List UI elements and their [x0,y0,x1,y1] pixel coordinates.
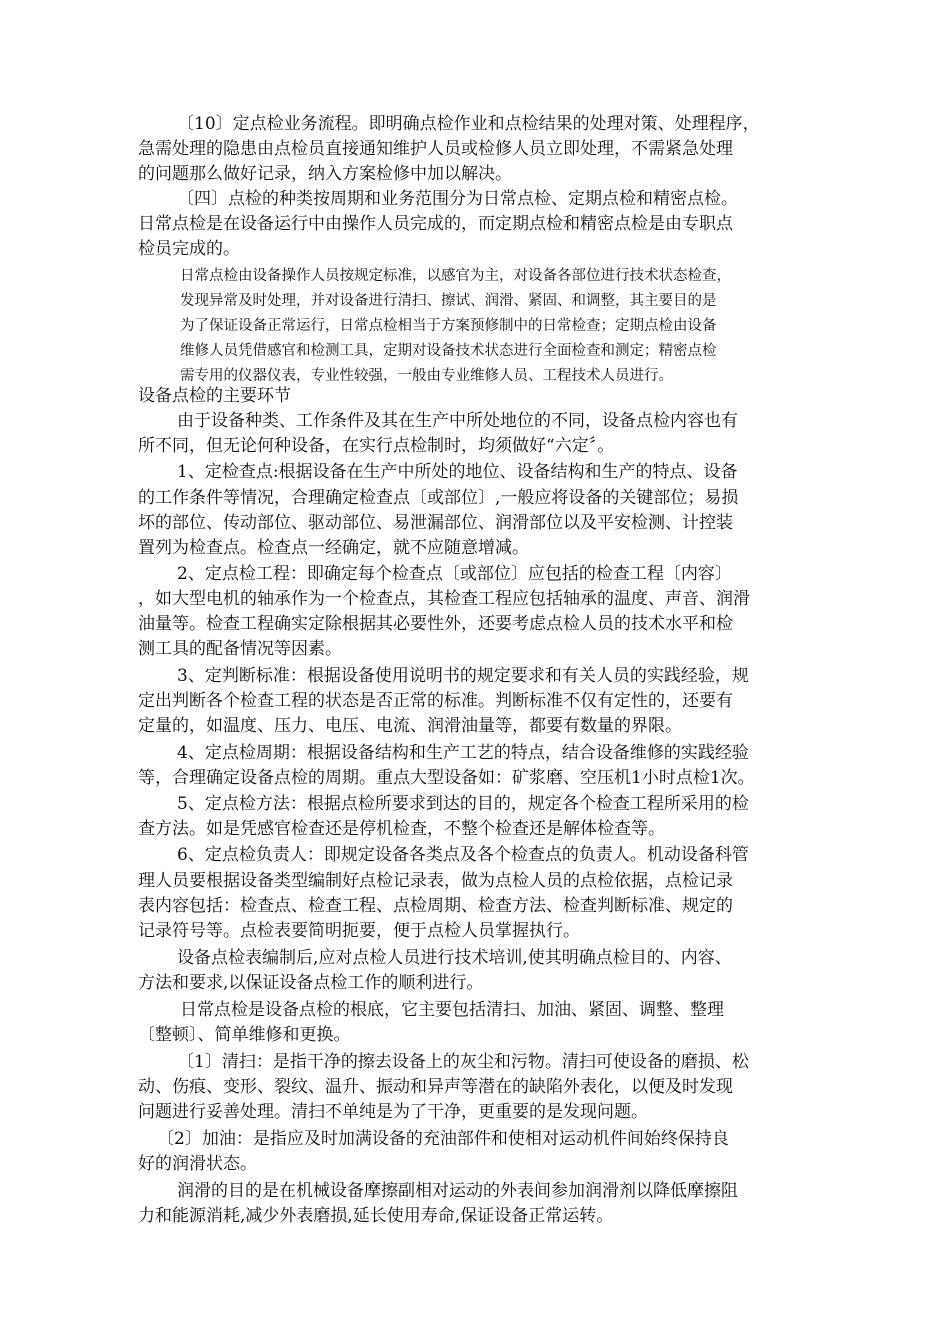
text-line: 维修人员凭借感官和检测工具，定期对设备技术状态进行全面检查和测定；精密点检 [180,343,717,359]
text-line: 好的润滑状态。 [138,1154,257,1174]
text-line: 6、定点检负责人：即规定设备各类点及各个检查点的负责人。机动设备科管 [177,845,749,865]
text-line: 〔10〕定点检业务流程。即明确点检作业和点检结果的处理对策、处理程序， [177,114,760,134]
text-line: 日常点检是在设备运行中由操作人员完成的，而定期点检和精密点检是由专职点 [138,214,733,234]
section-heading: 设备点检的主要环节 [138,386,291,406]
text-line: 的工作条件等情况，合理确定检查点〔或部位〕,一般应将设备的关键部位；易损 [138,488,739,508]
text-line: 急需处理的隐患由点检员直接通知维护人员或检修人员立即处理，不需紧急处理 [138,139,733,159]
text-line: 坏的部位、传动部位、驱动部位、易泄漏部位、润滑部位以及平安检测、计控装 [138,513,733,533]
text-line: 4、定点检周期：根据设备结构和生产工艺的特点，结合设备维修的实践经验 [177,743,749,763]
text-line: 力和能源消耗,减少外表磨损,延长使用寿命,保证设备正常运转。 [138,1206,614,1226]
text-line: 问题进行妥善处理。清扫不单纯是为了干净，更重要的是发现问题。 [138,1102,648,1122]
text-line: 设备点检表编制后,应对点检人员进行技术培训,使其明确点检目的、内容、 [177,948,732,968]
text-line: 〔1〕清扫：是指干净的擦去设备上的灰尘和污物。清扫可使设备的磨损、松 [177,1052,749,1072]
text-line: 表内容包括：检查点、检查工程、点检周期、检查方法、检查判断标准、规定的 [138,896,733,916]
text-line: 〔2〕加油：是指应及时加满设备的充油部件和使相对运动机件间始终保持良 [157,1129,729,1149]
text-line: 润滑的目的是在机械设备摩擦副相对运动的外表间参加润滑剂以降低摩擦阻 [177,1181,738,1201]
text-line: 需专用的仪器仪表，专业性较强，一般由专业维修人员、工程技术人员进行。 [180,368,673,384]
text-line: 〔整顿〕、简单维修和更换。 [138,1025,351,1045]
text-line: 方法和要求,以保证设备点检工作的顺利进行。 [138,973,484,993]
text-line: 日常点检是设备点检的根底，它主要包括清扫、加油、紧固、调整、整理 [180,1000,724,1020]
text-line: 由于设备种类、工作条件及其在生产中所处地位的不同，设备点检内容也有 [177,411,738,431]
text-line: 置列为检查点。检查点一经确定，就不应随意增减。 [138,538,529,558]
text-line: 检员完成的。 [138,239,240,259]
text-line: 油量等。检查工程确实定除根据其必要性外，还要考虑点检人员的技术水平和检 [138,614,733,634]
text-line: 等，合理确定设备点检的周期。重点大型设备如：矿浆磨、空压机1小时点检1次。 [138,768,755,788]
text-line: 3、定判断标准：根据设备使用说明书的规定要求和有关人员的实践经验，规 [177,666,749,686]
text-line: 定出判断各个检查工程的状态是否正常的标准。判断标准不仅有定性的，还要有 [138,691,733,711]
text-line: 所不同，但无论何种设备，在实行点检制时，均须做好“六定〞。 [138,436,615,456]
text-line: 2、定点检工程：即确定每个检查点〔或部位〕应包括的检查工程〔内容〕 [177,564,732,584]
text-line: 发现异常及时处理，并对设备进行清扫、擦试、润滑、紧固、和调整，其主要目的是 [180,293,717,309]
text-line: ，如大型电机的轴承作为一个检查点，其检查工程应包括轴承的温度、声音、润滑 [138,589,750,609]
text-line: 5、定点检方法：根据点检所要求到达的目的，规定各个检查工程所采用的检 [177,794,749,814]
text-line: 查方法。如是凭感官检查还是停机检查，不整个检查还是解体检查等。 [138,819,665,839]
text-line: 1、定检查点:根据设备在生产中所处的地位、设备结构和生产的特点、设备 [177,462,738,482]
text-line: 〔四〕点检的种类按周期和业务范围分为日常点检、定期点检和精密点检。 [177,189,738,209]
text-line: 理人员要根据设备类型编制好点检记录表，做为点检人员的点检依据，点检记录 [138,871,733,891]
text-line: 记录符号等。点检表要简明扼要，便于点检人员掌握执行。 [138,921,580,941]
text-line: 为了保证设备正常运行，日常点检相当于方案预修制中的日常检查；定期点检由设备 [180,318,717,334]
text-line: 的问题那么做好记录，纳入方案检修中加以解决。 [138,164,512,184]
text-line: 测工具的配备情况等因素。 [138,639,342,659]
text-line: 定量的，如温度、压力、电压、电流、润滑油量等，都要有数量的界限。 [138,716,682,736]
text-line: 日常点检由设备操作人员按规定标准，以感官为主，对设备各部位进行技术状态检查， [180,268,731,284]
text-line: 动、伤痕、变形、裂纹、温升、振动和异声等潜在的缺陷外表化，以便及时发现 [138,1077,733,1097]
